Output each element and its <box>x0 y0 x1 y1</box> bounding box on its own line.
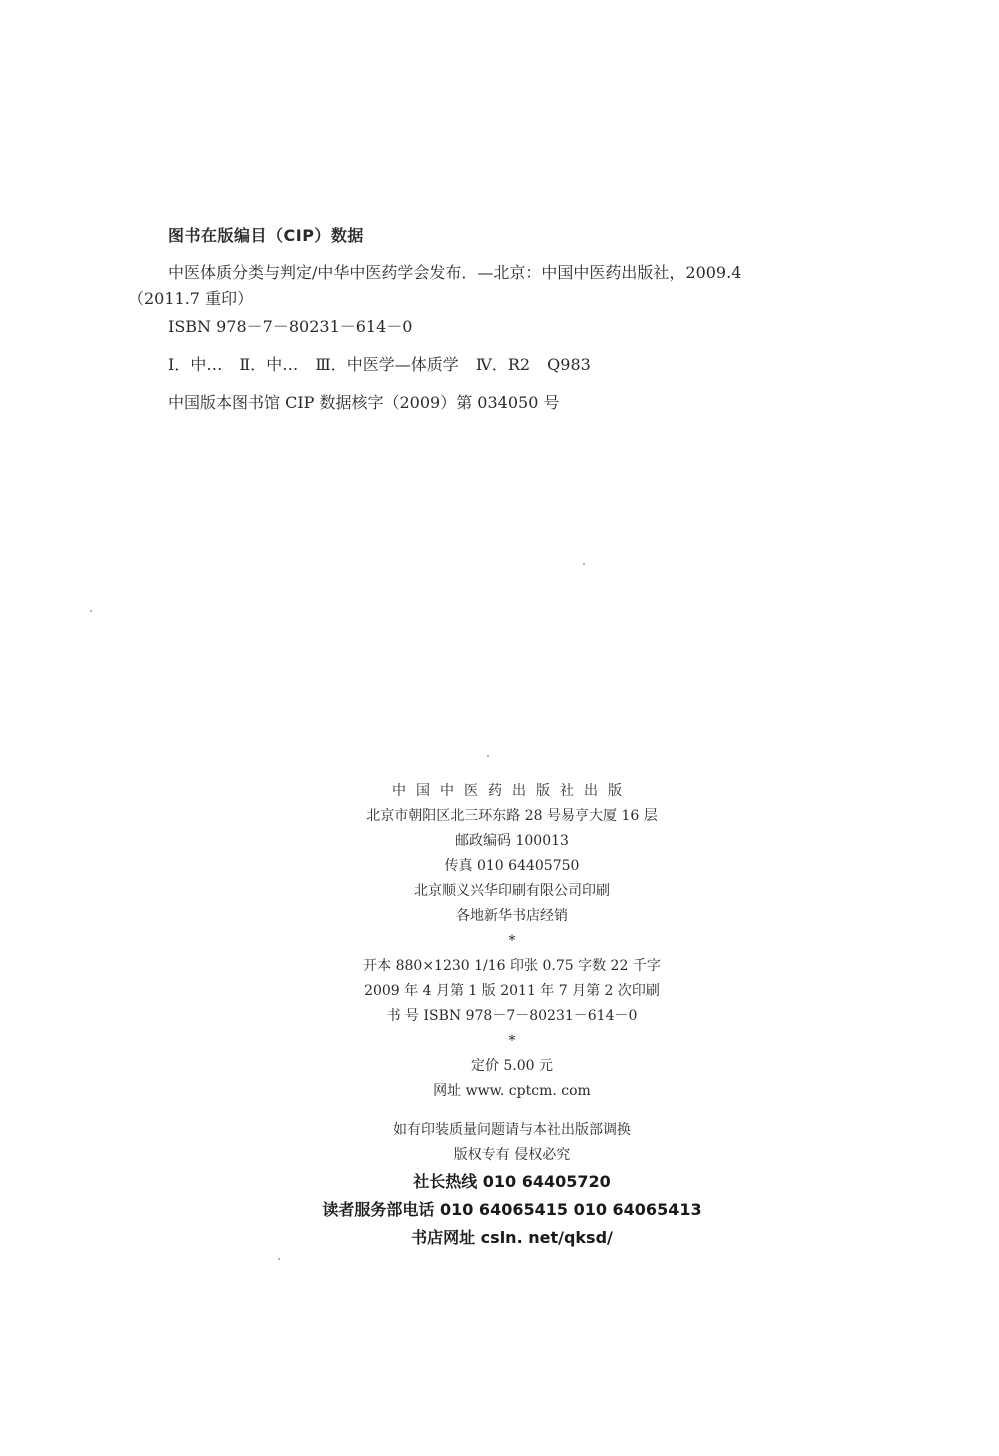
distributor-line: 各地新华书店经销 <box>456 908 568 924</box>
spacer <box>0 1104 999 1118</box>
reader-service-phone: 读者服务部电话 010 64065415 010 64065413 <box>322 1200 702 1219</box>
postcode-line: 邮政编码 100013 <box>455 833 569 849</box>
exchange-notice: 如有印装质量问题请与本社出版部调换 <box>393 1122 631 1138</box>
cip-record-number: 中国版本图书馆 CIP 数据核字（2009）第 034050 号 <box>168 393 560 412</box>
scan-speck <box>278 1258 280 1260</box>
bookstore-website: 书店网址 csln. net/qksd/ <box>411 1228 613 1247</box>
format-line: 开本 880×1230 1/16 印张 0.75 字数 22 千字 <box>363 958 661 974</box>
cip-classification: Ⅰ．中… Ⅱ．中… Ⅲ．中医学—体质学 Ⅳ．R2 Q983 <box>168 355 591 374</box>
cip-isbn: ISBN 978－7－80231－614－0 <box>168 317 413 336</box>
scan-speck <box>90 610 92 612</box>
book-number-line: 书 号 ISBN 978－7－80231－614－0 <box>386 1008 638 1024</box>
website-line: 网址 www. cptcm. com <box>433 1083 591 1099</box>
cip-heading: 图书在版编目（CIP）数据 <box>168 226 364 245</box>
fax-line: 传真 010 64405750 <box>444 858 580 874</box>
separator-star-2: * <box>508 1033 516 1049</box>
cip-description-line2: （2011.7 重印） <box>128 289 254 308</box>
publisher-address: 北京市朝阳区北三环东路 28 号易亨大厦 16 层 <box>366 808 658 824</box>
edition-line: 2009 年 4 月第 1 版 2011 年 7 月第 2 次印刷 <box>364 983 660 999</box>
cip-data-block <box>128 222 888 416</box>
separator-star-1: * <box>508 933 516 949</box>
scan-speck <box>583 563 585 565</box>
price-line: 定价 5.00 元 <box>470 1058 554 1074</box>
imprint-block <box>0 779 999 1252</box>
copyright-notice: 版权专有 侵权必究 <box>453 1147 571 1163</box>
printer-line: 北京顺义兴华印刷有限公司印刷 <box>414 883 610 899</box>
cip-description-line1: 中医体质分类与判定/中华中医药学会发布．—北京：中国中医药出版社，2009.4 <box>168 263 742 282</box>
president-hotline: 社长热线 010 64405720 <box>413 1172 611 1191</box>
publisher-line: 中国中医药出版社出版 <box>392 783 632 799</box>
scan-speck <box>487 755 489 757</box>
